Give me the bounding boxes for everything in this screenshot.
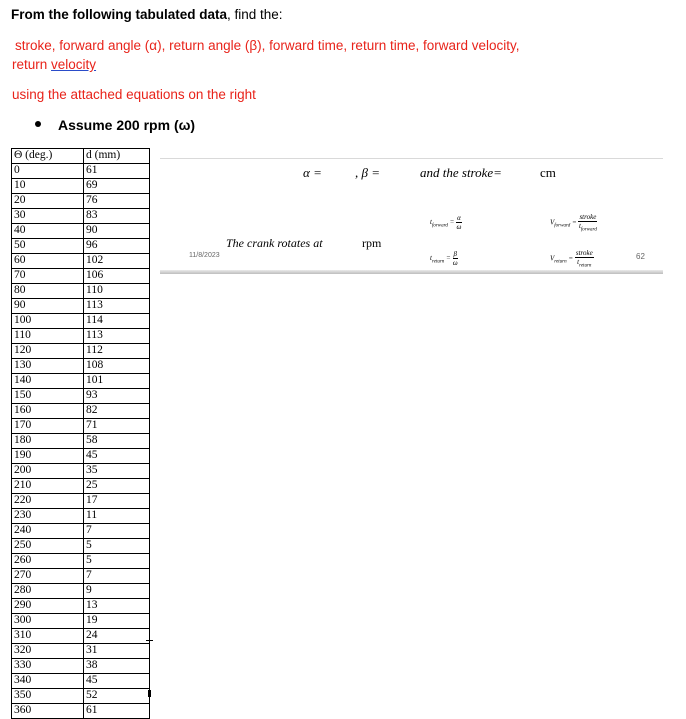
table-row <box>12 299 150 314</box>
table-edge-mark-2 <box>148 690 151 697</box>
table-row <box>12 629 150 644</box>
cell-d: 19 <box>84 614 150 629</box>
cell-theta: 140 <box>12 374 84 389</box>
cell-d: 106 <box>84 269 150 284</box>
table-row <box>12 314 150 329</box>
cell-d: 35 <box>84 464 150 479</box>
cell-theta: 150 <box>12 389 84 404</box>
table-row <box>12 284 150 299</box>
bullet-dot-icon <box>35 121 41 127</box>
cell-d: 69 <box>84 179 150 194</box>
cell-d: 31 <box>84 644 150 659</box>
table-row <box>12 539 150 554</box>
panel-bottom-shadow <box>160 270 663 274</box>
table-header-row <box>12 149 150 164</box>
equations-panel <box>160 158 663 274</box>
table-row <box>12 599 150 614</box>
cell-d: 7 <box>84 524 150 539</box>
eq-v-forward: $V_{forward}$ = $\frac{\text{stroke}}{t_{forward}}$ <box>550 213 597 233</box>
table-row <box>12 359 150 374</box>
cell-d: 82 <box>84 404 150 419</box>
cell-d: 113 <box>84 299 150 314</box>
cell-theta: 360 <box>12 704 84 719</box>
stroke-unit: cm <box>540 165 556 180</box>
table-row <box>12 509 150 524</box>
cell-theta: 290 <box>12 599 84 614</box>
cell-d: 108 <box>84 359 150 374</box>
cell-theta: 80 <box>12 284 84 299</box>
table-row <box>12 689 150 704</box>
cell-d: 110 <box>84 284 150 299</box>
intro-rest: , find the: <box>227 7 283 22</box>
table-row <box>12 194 150 209</box>
table-row <box>12 239 150 254</box>
cell-theta: 130 <box>12 359 84 374</box>
alpha-label: α = <box>303 165 322 180</box>
cell-theta: 250 <box>12 539 84 554</box>
cell-theta: 60 <box>12 254 84 269</box>
cell-theta: 20 <box>12 194 84 209</box>
table-row <box>12 389 150 404</box>
cell-d: 52 <box>84 689 150 704</box>
cell-theta: 110 <box>12 329 84 344</box>
intro-line <box>11 7 283 22</box>
table-row <box>12 614 150 629</box>
cell-theta: 350 <box>12 689 84 704</box>
stroke-label: and the stroke= <box>420 165 502 180</box>
table-row <box>12 644 150 659</box>
cell-theta: 310 <box>12 629 84 644</box>
eq-t-return: $t_{return}$ = $\frac{\beta}{\omega}$ <box>430 250 458 267</box>
cell-d: 11 <box>84 509 150 524</box>
cell-theta: 330 <box>12 659 84 674</box>
cell-theta: 40 <box>12 224 84 239</box>
cell-theta: 120 <box>12 344 84 359</box>
cell-d: 113 <box>84 329 150 344</box>
cell-d: 45 <box>84 449 150 464</box>
cell-theta: 210 <box>12 479 84 494</box>
table-row <box>12 524 150 539</box>
cell-d: 96 <box>84 239 150 254</box>
cell-theta: 320 <box>12 644 84 659</box>
table-edge-mark <box>146 640 153 641</box>
cell-d: 90 <box>84 224 150 239</box>
cell-theta: 190 <box>12 449 84 464</box>
table-row <box>12 419 150 434</box>
table-row <box>12 569 150 584</box>
crank-text: The crank rotates at <box>226 236 323 250</box>
table-row <box>12 344 150 359</box>
table-row <box>12 329 150 344</box>
table-row <box>12 674 150 689</box>
table-row <box>12 659 150 674</box>
beta-label: , β = <box>355 165 380 180</box>
cell-theta: 160 <box>12 404 84 419</box>
table-row <box>12 584 150 599</box>
table-row <box>12 434 150 449</box>
table-row <box>12 254 150 269</box>
cell-d: 112 <box>84 344 150 359</box>
cell-theta: 280 <box>12 584 84 599</box>
cell-theta: 70 <box>12 269 84 284</box>
data-table <box>11 148 150 719</box>
cell-d: 13 <box>84 599 150 614</box>
cell-theta: 0 <box>12 164 84 179</box>
cell-theta: 220 <box>12 494 84 509</box>
table-row <box>12 464 150 479</box>
assumption-bullet <box>35 117 195 133</box>
table-row <box>12 209 150 224</box>
cell-theta: 240 <box>12 524 84 539</box>
cell-d: 45 <box>84 674 150 689</box>
table-row <box>12 704 150 719</box>
table-row <box>12 179 150 194</box>
cell-theta: 50 <box>12 239 84 254</box>
cell-d: 7 <box>84 569 150 584</box>
cell-theta: 180 <box>12 434 84 449</box>
cell-d: 38 <box>84 659 150 674</box>
cell-theta: 100 <box>12 314 84 329</box>
rpm-unit: rpm <box>362 236 382 250</box>
cell-theta: 170 <box>12 419 84 434</box>
cell-theta: 30 <box>12 209 84 224</box>
cell-d: 101 <box>84 374 150 389</box>
table-row <box>12 269 150 284</box>
table-row <box>12 479 150 494</box>
cell-d: 61 <box>84 164 150 179</box>
table-row <box>12 224 150 239</box>
cell-d: 114 <box>84 314 150 329</box>
slide-date: 11/8/2023 <box>189 252 220 259</box>
cell-d: 5 <box>84 554 150 569</box>
table-row <box>12 494 150 509</box>
task-list-line: stroke, forward angle (α), return angle (β), forward time, return time, forward velocity, <box>15 38 520 53</box>
eq-t-forward: $t_{forward}$ = $\frac{\alpha}{\omega}$ <box>430 214 462 231</box>
table-row <box>12 449 150 464</box>
velocity-link[interactable]: velocity <box>51 57 97 72</box>
cell-d: 5 <box>84 539 150 554</box>
table-row <box>12 164 150 179</box>
task-prefix: return <box>12 57 52 72</box>
cell-d: 9 <box>84 584 150 599</box>
cell-d: 93 <box>84 389 150 404</box>
task-list-line-2 <box>12 57 96 72</box>
cell-theta: 270 <box>12 569 84 584</box>
assumption-text: Assume 200 rpm (ω) <box>58 117 196 133</box>
cell-theta: 200 <box>12 464 84 479</box>
cell-d: 17 <box>84 494 150 509</box>
cell-theta: 340 <box>12 674 84 689</box>
table-row <box>12 374 150 389</box>
panel-top-rule <box>160 158 663 159</box>
cell-theta: 90 <box>12 299 84 314</box>
table-row <box>12 554 150 569</box>
cell-d: 58 <box>84 434 150 449</box>
cell-d: 76 <box>84 194 150 209</box>
cell-d: 61 <box>84 704 150 719</box>
table-row <box>12 404 150 419</box>
header-d: d (mm) <box>84 149 150 164</box>
intro-bold: From the following tabulated data <box>11 7 227 22</box>
cell-theta: 260 <box>12 554 84 569</box>
cell-theta: 10 <box>12 179 84 194</box>
cell-d: 25 <box>84 479 150 494</box>
cell-theta: 300 <box>12 614 84 629</box>
eq-v-return: $V_{return}$ = $\frac{\text{stroke}}{t_{return}}$ <box>550 249 593 269</box>
header-theta: Θ (deg.) <box>12 149 84 164</box>
cell-theta: 230 <box>12 509 84 524</box>
equations-note: using the attached equations on the right <box>12 87 256 102</box>
slide-page-number: 62 <box>636 252 645 261</box>
cell-d: 83 <box>84 209 150 224</box>
cell-d: 102 <box>84 254 150 269</box>
cell-d: 24 <box>84 629 150 644</box>
cell-d: 71 <box>84 419 150 434</box>
